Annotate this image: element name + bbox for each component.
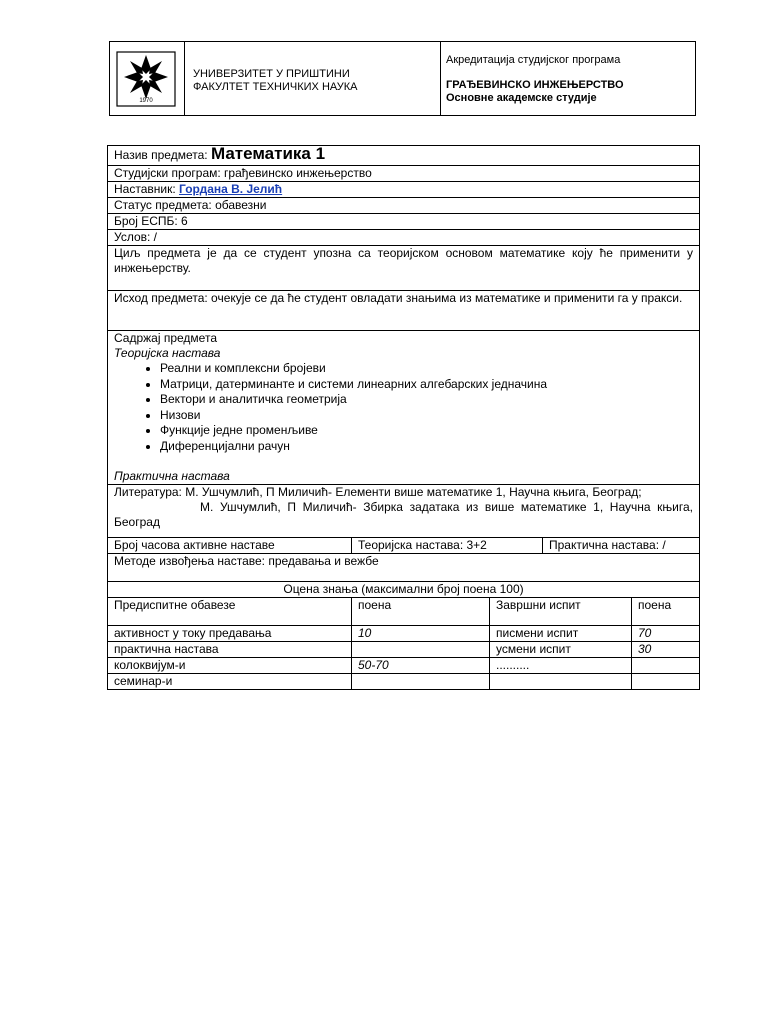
grading-header-pre: Предиспитне обавезе	[108, 598, 352, 626]
table-cell: 30	[632, 642, 700, 658]
list-item: • Функције једне променљиве	[160, 423, 693, 439]
university-logo	[110, 42, 185, 115]
course-name-row	[108, 146, 700, 166]
table-row	[108, 626, 700, 642]
course-status: Статус предмета: обавезни	[108, 198, 700, 214]
logo-year: 1970	[139, 98, 153, 104]
hours-label: Број часова активне наставе	[108, 538, 352, 553]
grading-header-points: поена	[352, 598, 490, 626]
table-cell: активност у току предавања	[108, 626, 352, 642]
faculty-name: ФАКУЛТЕТ ТЕХНИЧКИХ НАУКА	[193, 81, 358, 93]
list-item: • Диференцијални рачун	[160, 439, 693, 455]
table-cell: 70	[632, 626, 700, 642]
study-program: Студијски програм: грађевинско инжењерство	[108, 166, 700, 182]
course-outcome: Исход предмета: очекује се да ће студент овладати знањима из математике и применити га у пракси.	[108, 291, 700, 331]
star-logo-icon	[110, 42, 184, 115]
course-condition: Услов: /	[108, 230, 700, 246]
grading-header-final: Завршни испит	[490, 598, 632, 626]
theory-label: Теоријска настава	[114, 346, 221, 360]
content-label: Садржај предмета	[114, 331, 217, 345]
list-item: • Матрици, датерминанте и системи линеарних алгебарских једначина	[160, 377, 693, 393]
hours-theory: Теоријска настава: 3+2	[352, 538, 543, 553]
table-cell: семинар-и	[108, 674, 352, 690]
course-table	[107, 145, 700, 690]
grading-header-points-final: поена	[632, 598, 700, 626]
program-name: ГРАЂЕВИНСКО ИНЖЕЊЕРСТВО	[446, 79, 624, 91]
literature	[108, 485, 700, 538]
table-cell: колоквијум-и	[108, 658, 352, 674]
literature-2: М. Ушчумлић, П Миличић- Збирка задатака из више математике 1, Научна књига, Београд	[114, 500, 693, 529]
table-cell: писмени испит	[490, 626, 632, 642]
table-row	[108, 642, 700, 658]
grading-header-row	[108, 598, 700, 626]
course-goal: Циљ предмета је да се студент упозна са теоријском основом математике коју ће применити у инжењерству.	[108, 246, 700, 291]
university-name: УНИВЕРЗИТЕТ У ПРИШТИНИ	[193, 68, 350, 80]
list-item: • Низови	[160, 408, 693, 424]
course-ects: Број ЕСПБ: 6	[108, 214, 700, 230]
studies-type: Основне академске студије	[446, 92, 597, 104]
table-cell: 10	[352, 626, 490, 642]
university-block	[185, 42, 441, 115]
hours-row	[108, 538, 700, 554]
table-cell	[632, 658, 700, 674]
document-header	[109, 41, 696, 116]
course-content	[108, 331, 700, 485]
practice-label: Практична настава	[114, 469, 230, 483]
teacher-link[interactable]: Гордана В. Јелић	[179, 182, 283, 196]
table-row	[108, 658, 700, 674]
table-cell	[490, 674, 632, 690]
table-cell: усмени испит	[490, 642, 632, 658]
accreditation-label: Акредитација студијског програма	[446, 54, 621, 66]
table-cell: 50-70	[352, 658, 490, 674]
teaching-methods: Методе извођења наставе: предавања и вежбе	[108, 554, 700, 582]
teacher-label: Наставник:	[114, 182, 176, 196]
table-cell	[352, 674, 490, 690]
table-cell: практична настава	[108, 642, 352, 658]
list-item: • Реални и комплексни бројеви	[160, 361, 693, 377]
teacher-row	[108, 182, 700, 198]
table-cell: ..........	[490, 658, 632, 674]
course-name: Математика 1	[210, 144, 326, 163]
accreditation-block	[446, 54, 624, 105]
literature-1: Литература: М. Ушчумлић, П Миличић- Елементи више математике 1, Научна књига, Београд;	[114, 485, 642, 499]
list-item: • Вектори и аналитичка геометрија	[160, 392, 693, 408]
course-name-label: Назив предмета:	[114, 148, 208, 162]
theory-list	[114, 361, 693, 454]
table-cell	[352, 642, 490, 658]
table-row	[108, 674, 700, 690]
hours-practice: Практична настава: /	[549, 538, 666, 552]
grading-title: Оцена знања (максимални број поена 100)	[108, 582, 700, 598]
table-cell	[632, 674, 700, 690]
